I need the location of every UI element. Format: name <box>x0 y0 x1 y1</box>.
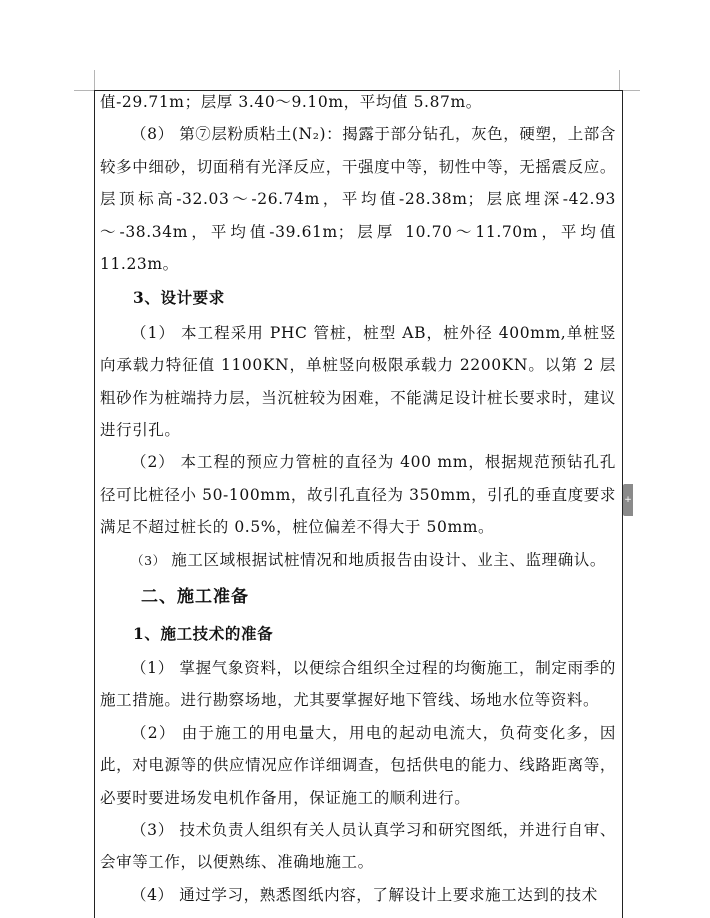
paragraph-design-3 <box>100 544 616 577</box>
plus-icon: + <box>624 495 632 505</box>
paragraph-layer-8: （8） 第⑦层粉质粘土(N₂)：揭露于部分钻孔，灰色，硬塑，上部含较多中细砂，切面稍有光泽反应，干强度中等，韧性中等，无摇震反应。层顶标高-32.03～-26.74m，平均值-28.38m；层底埋深-42.93～-38.34m，平均值-39.61m；层厚 10.70～11.70m，平均值 11.23m。 <box>100 125 616 274</box>
heading-construction-preparation: 二、施工准备 <box>141 587 249 608</box>
side-navigation-tab[interactable] <box>623 484 633 516</box>
paragraph-prep-2: （2） 由于施工的用电量大，用电的起动电流大，负荷变化多，因此，对电源等的供应情况应作详细调查，包括供电的能力、线路距离等，必要时要进场发电机作备用，保证施工的顺利进行。 <box>100 723 616 807</box>
margin-corner-mark-left-h <box>74 90 94 91</box>
paragraph-design-1: （1） 本工程采用 PHC 管桩，桩型 AB，桩外径 400mm,单桩竖向承载力特征值 1100KN，单桩竖向极限承载力 2200KN。以第 2 层粗砂作为桩端持力层，当沉桩较为困难，不能满足设计桩长要求时，建议进行引孔。 <box>100 323 616 440</box>
item-number: （3） <box>131 552 166 568</box>
margin-corner-mark-right-v <box>619 70 620 90</box>
paragraph-design-2: （2） 本工程的预应力管桩的直径为 400 mm，根据规范预钻孔孔径可比桩径小 50-100mm，故引孔直径为 350mm，引孔的垂直度要求满足不超过桩长的 0.5%，桩位偏差不得大于 50mm。 <box>100 453 616 537</box>
paragraph-prep-3: （3） 技术负责人组织有关人员认真学习和研究图纸，并进行自审、会审等工作，以便熟练、准确地施工。 <box>100 820 616 872</box>
item-text: 施工区域根据试桩情况和地质报告由设计、业主、监理确认。 <box>165 550 606 569</box>
paragraph-prep-1: （1） 掌握气象资料，以便综合组织全过程的均衡施工，制定雨季的施工措施。进行勘察场地，尤其要掌握好地下管线、场地水位等资料。 <box>100 658 616 710</box>
paragraph-strata-thickness: 值-29.71m；层厚 3.40～9.10m，平均值 5.87m。 <box>100 93 482 111</box>
paragraph-prep-4: （4） 通过学习，熟悉图纸内容，了解设计上要求施工达到的技术 <box>131 885 598 904</box>
heading-technical-preparation: 1、施工技术的准备 <box>133 623 274 643</box>
margin-corner-mark-right-h <box>620 90 640 91</box>
margin-corner-mark-left-v <box>94 70 95 90</box>
heading-design-requirements: 3、设计要求 <box>133 288 225 308</box>
document-body <box>100 86 616 911</box>
